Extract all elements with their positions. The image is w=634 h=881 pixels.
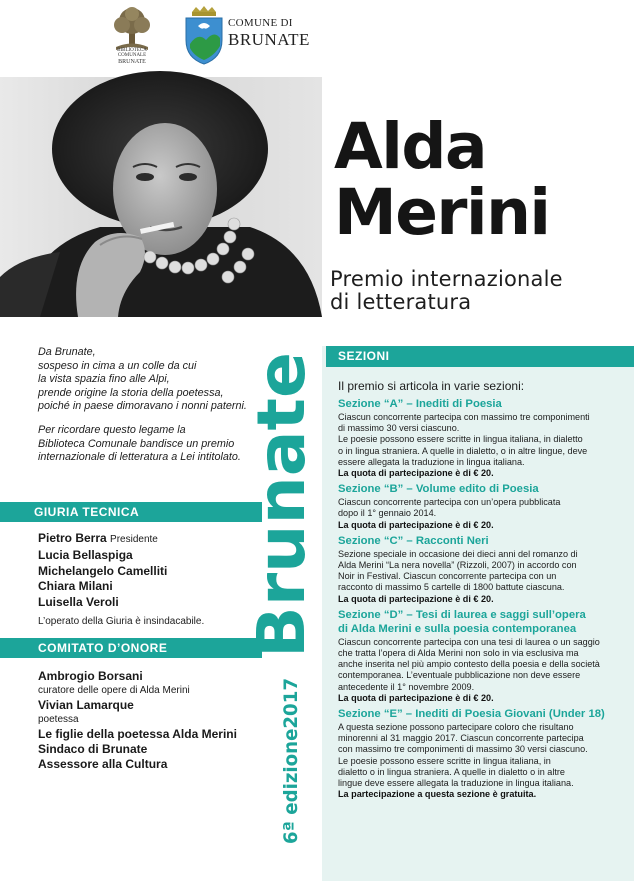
vertical-brunate-text: Brunate [243,360,320,658]
sezione-b-title: Sezione “B” – Volume edito di Poesia [338,483,539,496]
intro-paragraph-2: Per ricordare questo legame la Biblioteca Comunale bandisce un premio internazionale di letteratura a Lei intitolato. [38,423,241,464]
giuria-list [38,531,263,611]
sezione-c-body: Sezione speciale in occasione dei dieci anni del romanzo di Alda Merini “La nera novella” (Rizzoli, 2007) in accordo con Noir in Festival. Ciascun concorrente partecipa con un racconto di massimo 5 cartelle di 1800 battute ciascuna. [338,548,578,593]
subtitle [330,268,630,314]
sezione-b [338,483,632,531]
coat-of-arms-icon [184,6,224,66]
vertical-brunate [243,350,320,662]
giuria-member-5: Luisella Veroli [38,595,119,610]
vertical-edizione [276,670,302,846]
giuria-member-1-role: Presidente [110,534,158,545]
sezione-c-title: Sezione “C” – Racconti Neri [338,534,489,547]
sezione-b-body: Ciascun concorrente partecipa con un’opera pubblicata dopo il 1° gennaio 2014. [338,497,561,519]
comitato-line-4: poetessa [38,714,79,725]
comitato-heading: COMITATO D’ONORE [0,638,262,658]
sezione-a-title: Sezione “A” – Inediti di Poesia [338,398,502,410]
comitato-line-2: curatore delle opere di Alda Merini [38,685,190,696]
vertical-edizione-text: 6ª edizione2017 [280,670,302,844]
sezioni-heading: SEZIONI [326,346,634,367]
comune-label [228,18,310,48]
sezione-d-title-line-2: di Alda Merini e sulla poesia contemporanea [338,622,577,635]
biblioteca-caption-bottom: BRUNATE [118,59,146,65]
comitato-line-3: Vivian Lamarque [38,698,134,712]
sezione-e-body: A questa sezione possono partecipare coloro che risultano minorenni al 31 maggio 2017. Ciascun concorrente partecipa con massimo tre componimenti di massimo 30 versi ciascuno. Le poesie possono essere scritte in lingua italiana, in dialetto o in lingua straniera. A quelle in dialetto o in altre lingue deve essere allegata la traduzione in lingua italiana. [338,722,588,789]
sezione-e [338,708,632,800]
comitato-list [38,669,268,772]
comitato-line-6: Sindaco di Brunate [38,742,148,756]
title-line-first-name: Alda [334,110,486,183]
intro-paragraph-1: Da Brunate, sospeso in cima a un colle da cui la vista spazia fino alle Alpi, prende origine la storia della poetessa, poiché in paese dimoravano i nonni paterni. [38,346,247,413]
comitato-line-1: Ambrogio Borsani [38,669,143,683]
biblioteca-caption-top: BIBLIOTECA COMUNALE [117,48,147,58]
giuria-member-2: Lucia Bellaspiga [38,547,133,562]
comune-label-bottom: BRUNATE [228,30,310,49]
comitato-line-5: Le figlie della poetessa Alda Merini [38,727,237,741]
sezioni-content [338,379,632,804]
giuria-heading: GIURIA TECNICA [0,502,262,522]
sezione-e-quota: La partecipazione a questa sezione è gratuita. [338,789,537,800]
portrait-photo [0,77,322,317]
sezione-b-quota: La quota di partecipazione è di € 20. [338,519,494,530]
sezione-a-quota: La quota di partecipazione è di € 20. [338,468,494,479]
subtitle-line-1: Premio internazionale [330,267,563,291]
sezione-a-body: Ciascun concorrente partecipa con massimo tre componimenti di massimo 30 versi ciascuno. Le poesie possono essere scritte in lingua italiana, in dialetto o in lingua straniera. A quelle in dialetto, o in altre lingue, deve essere allegata la traduzione in lingua italiana. [338,412,590,467]
sezione-d-title-line-1: Sezione “D” – Tesi di laurea e saggi sull’opera [338,608,586,621]
sezione-c [338,535,632,605]
subtitle-line-2: di letteratura [330,290,472,314]
giuria-member-1 [38,531,263,548]
intro-text [38,346,263,475]
sezioni-intro: Il premio si articola in varie sezioni: [338,379,525,393]
sezione-d-body: Ciascun concorrente partecipa con una tesi di laurea o un saggio che tratta l’opera di Alda Merini non solo in via esclusiva ma anche inserita nel più ampio contesto della poesia e della società contemporanea. L’eventuale pubblicazione non deve essere antecedente il 1° novembre 2009. [338,636,600,692]
comitato-line-7: Assessore alla Cultura [38,757,168,771]
sezione-d [338,609,632,704]
main-title [334,110,634,249]
giuria-member-4: Chiara Milani [38,579,113,594]
sezione-c-quota: La quota di partecipazione è di € 20. [338,593,494,604]
comune-logo [184,6,312,66]
biblioteca-logo [104,4,160,68]
comune-label-top: COMUNE DI [228,17,293,29]
sezione-d-quota: La quota di partecipazione è di € 20. [338,692,494,703]
giuria-member-3: Michelangelo Camelliti [38,563,168,578]
sezione-a [338,398,632,479]
giuria-member-1-name: Pietro Berra [38,531,107,545]
giuria-note: L’operato della Giuria è insindacabile. [38,616,205,627]
title-line-last-name: Merini [334,176,550,249]
sezione-e-title: Sezione “E” – Inediti di Poesia Giovani (Under 18) [338,708,605,721]
